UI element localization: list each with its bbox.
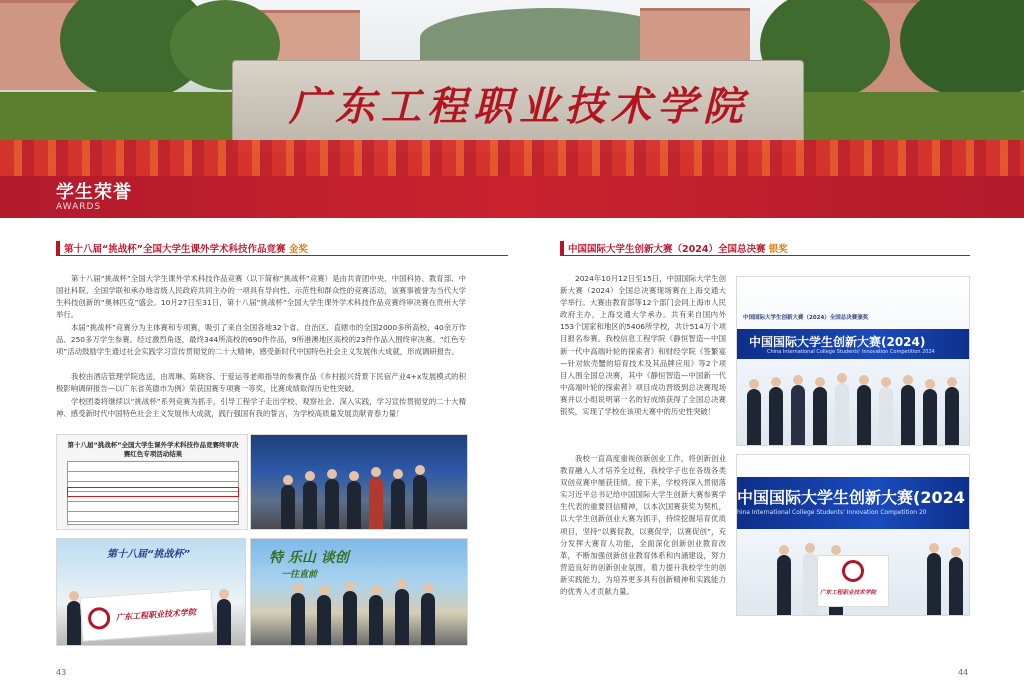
left-header-title: 第十八届“挑战杯”全国大学生课外学术科技作品竞赛 金奖 bbox=[64, 244, 308, 255]
right-column-header bbox=[560, 241, 970, 255]
header-banner bbox=[0, 0, 1024, 218]
section-subtitle: AWARDS bbox=[56, 202, 102, 212]
red-title-band bbox=[0, 176, 1024, 218]
person bbox=[343, 591, 357, 645]
person bbox=[927, 553, 941, 615]
stage-group-photo bbox=[250, 434, 468, 530]
page-number-right: 44 bbox=[958, 668, 969, 677]
group-of-students bbox=[281, 467, 441, 529]
person bbox=[791, 385, 805, 445]
person bbox=[413, 475, 427, 529]
person bbox=[317, 595, 331, 645]
building bbox=[640, 8, 750, 68]
competition-title-en: hina International College Students' Innovation Competition 20 bbox=[737, 509, 927, 516]
person bbox=[421, 593, 435, 645]
photo-banner-caption: 第十八届“挑战杯” bbox=[107, 549, 190, 560]
person bbox=[325, 479, 339, 529]
competition-team-photo bbox=[736, 454, 970, 616]
person bbox=[303, 481, 317, 529]
person bbox=[901, 385, 915, 445]
poster-subtitle: 一往直前 bbox=[281, 570, 318, 580]
person bbox=[835, 383, 849, 445]
right-paragraph-2: 我校一直高度重视创新创业工作，将创新创业教育融入人才培养全过程，我校学子也在各级各类双创竞赛中屡获佳绩。接下来，学校将深入贯彻落实习近平总书记给中国国际大学生创新大赛参赛学生代表的重要回信精神，以本次国赛获奖为契机，以大学生创新创业大赛为抓手，持续挖掘培育优质项目，坚持“以赛促教，以赛促学，以赛促创”，充分发挥大赛育人功能，全面深化创新创业教育改革，不断加强创新创业教育体系和内涵建设，努力营造良好的创新创业氛围，着力提升我校学生的创新实践能力，为培养更多具有创新精神和实践能力的优秀人才贡献力量。 bbox=[560, 454, 726, 597]
left-column-header bbox=[56, 241, 508, 255]
header-accent-bar bbox=[560, 241, 564, 255]
person bbox=[281, 485, 295, 529]
stone-inscription: 广东工程职业技术学院 bbox=[289, 83, 749, 130]
left-award-label: 金奖 bbox=[288, 244, 308, 255]
page-number-left: 43 bbox=[56, 668, 67, 677]
flower-bed bbox=[0, 140, 1024, 180]
header-accent-bar bbox=[56, 241, 60, 255]
school-seal-icon bbox=[842, 560, 864, 582]
flag-text: 广东工程职业技术学院 bbox=[115, 606, 197, 623]
poster-group-photo bbox=[250, 538, 468, 646]
section-title: 学生荣誉 bbox=[56, 182, 132, 203]
school-flag bbox=[817, 555, 889, 607]
left-paragraph-2: 本届“挑战杯”竞赛分为主体赛和专项赛，吸引了来自全国各地32个省、自治区、直辖市的全国2000多所高校、40余万作品、250多万学生参赛。经过激烈角逐，最终344所高校的690件作品，9所港澳地区高校的23件作品入围终审决赛。“红色专项”活动鼓励学生通过社会实践学习宣传贯彻党的二十大精神，感受新时代中国特色社会主义发展伟大成就，形成调研报告。 bbox=[56, 323, 466, 357]
person bbox=[803, 553, 817, 615]
competition-title-en: China International College Students' Innovation Competition 2024 bbox=[767, 349, 935, 355]
person bbox=[291, 593, 305, 645]
group-of-students bbox=[291, 575, 451, 645]
right-award-label: 银奖 bbox=[768, 244, 788, 255]
competition-stage-photo bbox=[736, 276, 970, 446]
person bbox=[347, 481, 361, 529]
competition-title-band bbox=[737, 477, 970, 529]
school-seal-icon bbox=[87, 607, 110, 630]
document-title: 第十八届“挑战杯”全国大学生课外学术科技作品竞赛终审决赛红色专项活动结果 bbox=[67, 441, 239, 458]
poster-caption: 特 乐山 谈创 bbox=[269, 550, 349, 566]
left-paragraph-1: 第十八届“挑战杯”全国大学生课外学术科技作品竞赛（以下简称“挑战杯”竞赛）是由共青团中央、中国科协、教育部、中国社科院、全国学联和承办地省级人民政府共同主办的一项具有导向性、示范性和群众性的竞赛活动，该赛事被誉为当代大学生科技创新的“奥林匹克”盛会。10月27日至31日，第十八届“挑战杯”全国大学生课外学术科技作品竞赛终审决赛在贵州大学举行。 bbox=[56, 274, 466, 320]
group-of-students bbox=[747, 365, 967, 445]
competition-title: 中国国际大学生创新大赛(2024) bbox=[749, 335, 926, 349]
left-paragraph-3: 我校由酒店管理学院选送，由周琳、陈晓容、于爱运等老师指导的参赛作品《乡村振兴背景下民宿产业4+x发展模式的积极影响调研报告—以广东省英德市为例》荣获国赛专项赛一等奖，比赛成绩取得历史性突破。 bbox=[56, 372, 466, 394]
outdoor-flag-photo-left bbox=[56, 538, 246, 646]
person bbox=[217, 599, 231, 645]
competition-title: 中国国际大学生创新大赛(2024 bbox=[737, 488, 965, 507]
person bbox=[777, 555, 791, 615]
left-paragraph-4: 学校团委将继续以“挑战杯”系列竞赛为抓手，引导工程学子走出学校、观察社会、深入实践，学习宣传贯彻党的二十大精神、感受新时代中国特色社会主义发展伟大成就，践行强国有我的誓言，为学校高质量发展贡献青春力量！ bbox=[56, 397, 466, 419]
campus-stone bbox=[232, 60, 804, 152]
award-list-document-photo bbox=[56, 434, 248, 530]
competition-title-band bbox=[737, 329, 970, 359]
person bbox=[391, 479, 405, 529]
header-underline bbox=[56, 255, 508, 256]
person bbox=[369, 477, 383, 529]
right-paragraph-1: 2024年10月12日至15日，中国国际大学生创新大赛（2024）全国总决赛现场赛在上海交通大学举行。大赛由教育部等12个部门会同上海市人民政府主办，上海交通大学承办。共有来自国内外153个国家和地区的5406所学校，共计514万个项目报名参赛。我校信息工程学院《静恒智造—中国新一代中高端叶轮的探索者》和财经学院《签繁宴—针对软壳蟹的培育技术及其品牌应用》等2个项目入围全国总决赛，其中《静恒智造—中国新一代中高端叶轮的探索者》项目成功晋级到总决赛现场赛并以小组说明第一名的好成绩获得了全国总决赛银奖，实现了学校在该项大赛中的历史性突破！ bbox=[560, 274, 726, 417]
person bbox=[67, 601, 81, 645]
person bbox=[369, 595, 383, 645]
flag-text: 广东工程职业技术学院 bbox=[820, 590, 876, 596]
person bbox=[857, 385, 871, 445]
person bbox=[747, 389, 761, 445]
person bbox=[395, 589, 409, 645]
person bbox=[945, 387, 959, 445]
person bbox=[879, 387, 893, 445]
person bbox=[949, 557, 963, 615]
highlighted-row bbox=[67, 487, 239, 497]
school-flag bbox=[80, 588, 215, 641]
right-header-title: 中国国际大学生创新大赛（2024）全国总决赛 银奖 bbox=[568, 244, 788, 255]
award-ceremony-label: 中国国际大学生创新大赛（2024）全国总决赛颁奖 bbox=[743, 315, 869, 321]
person bbox=[923, 389, 937, 445]
person bbox=[769, 387, 783, 445]
header-underline bbox=[560, 255, 970, 256]
person bbox=[813, 387, 827, 445]
